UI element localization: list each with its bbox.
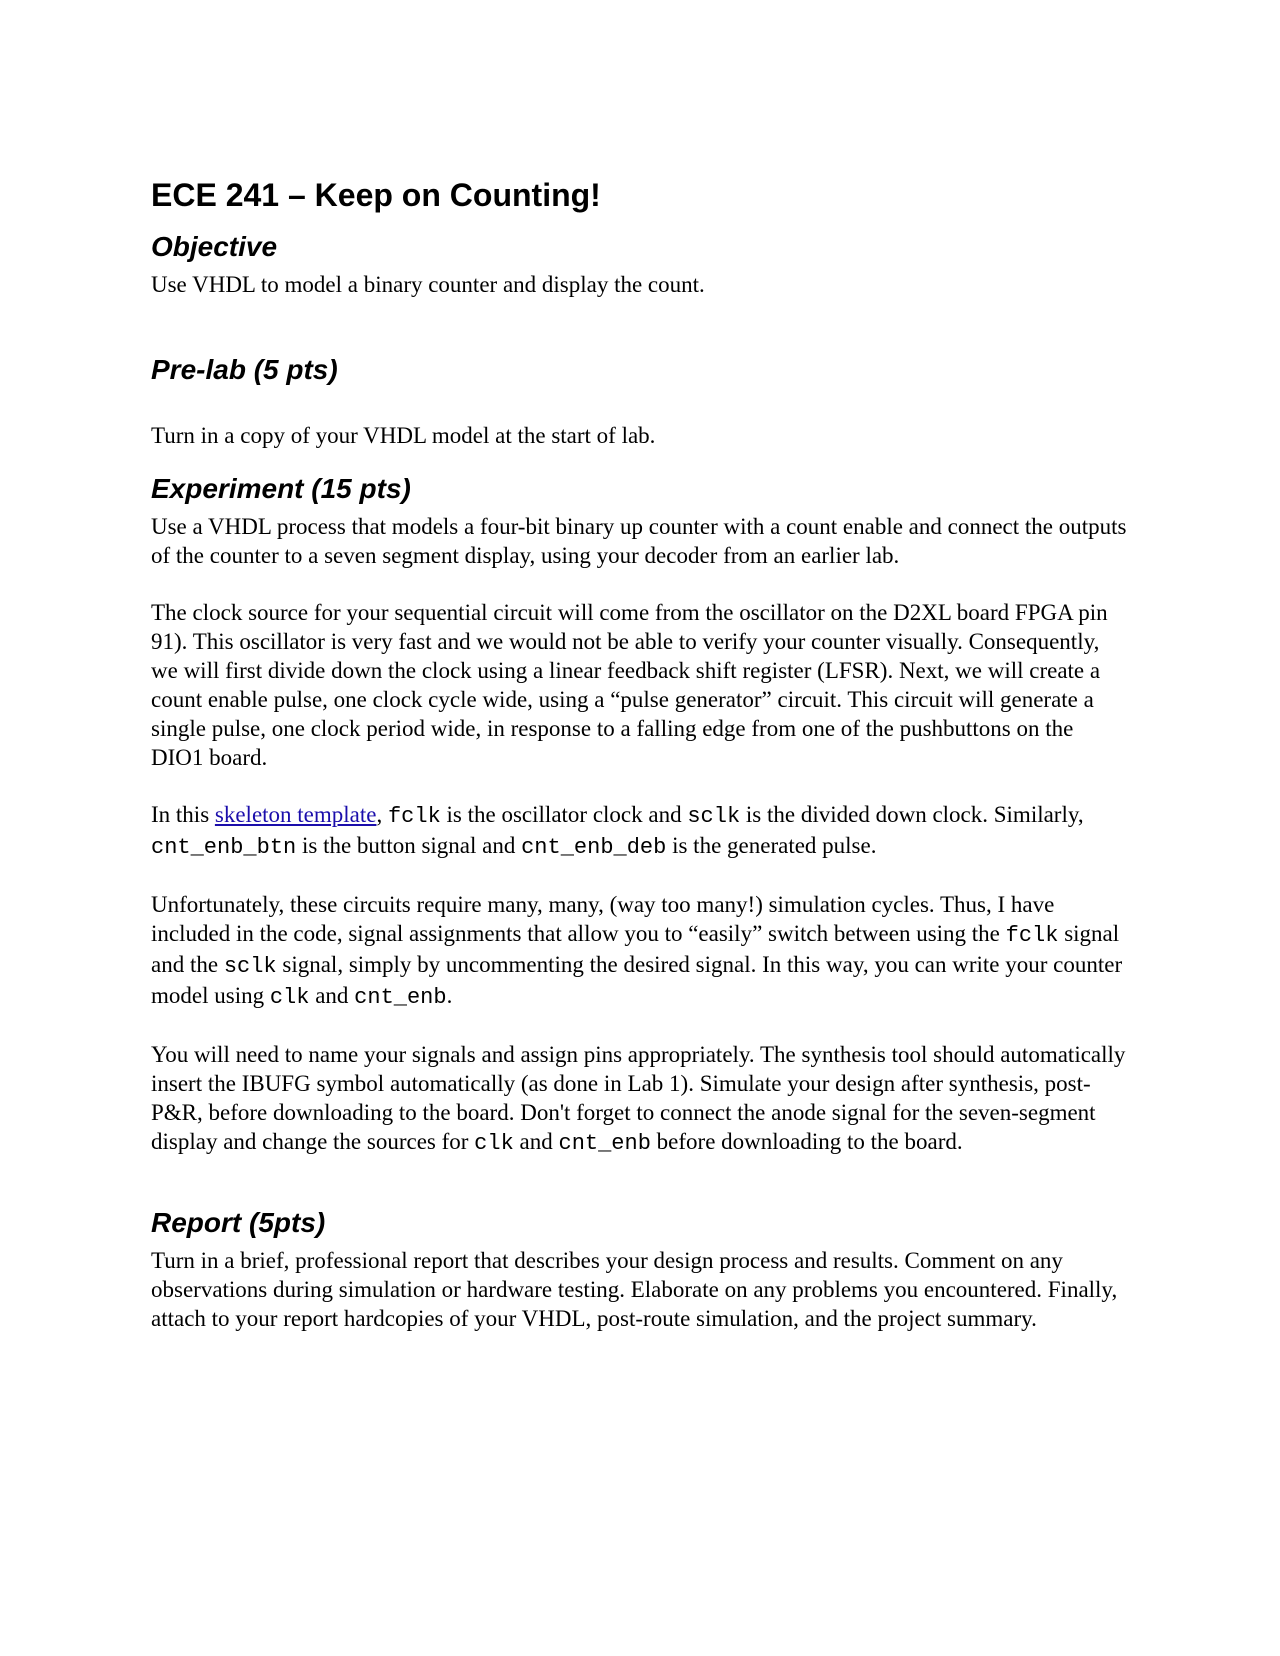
code-cnt-enb-deb: cnt_enb_deb [521,835,667,860]
code-fclk: fclk [387,804,441,829]
experiment-heading: Experiment (15 pts) [151,473,411,504]
code-cnt-enb: cnt_enb [354,985,447,1010]
experiment-paragraph-2: The clock source for your sequential circuit will come from the oscillator on the D2XL board FPGA pin 91). This oscillator is very fast and we would not be able to verify your counter visually. Consequently, we will first divide down the clock using a linear feedback shift register (LFSR). Next, we will create a count enable pulse, one clock cycle wide, using a “pulse generator” circuit. This circuit will generate a single pulse, one clock period wide, in response to a falling edge from one of the pushbuttons on the DIO1 board. [151,600,1108,770]
experiment-paragraph-5: You will need to name your signals and assign pins appropriately. The synthesis tool should automatically insert the IBUFG symbol automatically (as done in Lab 1). Simulate your design after synthesis, post-P&R, before downloading to the board. Don't forget to connect the anode signal for the seven-segment display and change the sources for clk and cnt_enb before downloading to the board. [151,1042,1126,1156]
experiment-paragraph-4: Unfortunately, these circuits require many, many, (way too many!) simulation cycles. Thus, I have included in the code, signal assignments that allow you to “easily” switch between using the fclk signal and the sclk signal, simply by uncommenting the desired signal. In this way, you can write your counter model using clk and cnt_enb. [151,892,1123,1010]
document-body [151,176,1131,1333]
objective-text: Use VHDL to model a binary counter and display the count. [151,272,705,297]
page-title: ECE 241 – Keep on Counting! [151,177,601,213]
objective-heading: Objective [151,231,278,262]
code-clk: clk [269,985,310,1010]
prelab-heading: Pre-lab (5 pts) [151,354,338,385]
experiment-paragraph-1: Use a VHDL process that models a four-bit binary up counter with a count enable and connect the outputs of the counter to a seven segment display, using your decoder from an earlier lab. [151,514,1127,568]
code-clk: clk [474,1131,514,1156]
code-sclk: sclk [223,954,277,979]
code-cnt-enb: cnt_enb [558,1131,651,1156]
report-heading: Report (5pts) [151,1207,326,1238]
code-cnt-enb-btn: cnt_enb_btn [151,835,297,860]
prelab-text: Turn in a copy of your VHDL model at the start of lab. [151,423,656,448]
report-text: Turn in a brief, professional report that describes your design process and results. Comment on any observations during simulation or hardware testing. Elaborate on any problems you encountered. Finally, attach to your report hardcopies of your VHDL, post-route simulation, and the project summary. [151,1248,1118,1331]
skeleton-template-link[interactable]: skeleton template [214,802,377,827]
experiment-paragraph-3: In this skeleton template, fclk is the oscillator clock and sclk is the divided down clock. Similarly, cnt_enb_btn is the button signal and cnt_enb_deb is the generated pulse. [151,802,1084,860]
code-sclk: sclk [687,804,741,829]
code-fclk: fclk [1005,923,1059,948]
